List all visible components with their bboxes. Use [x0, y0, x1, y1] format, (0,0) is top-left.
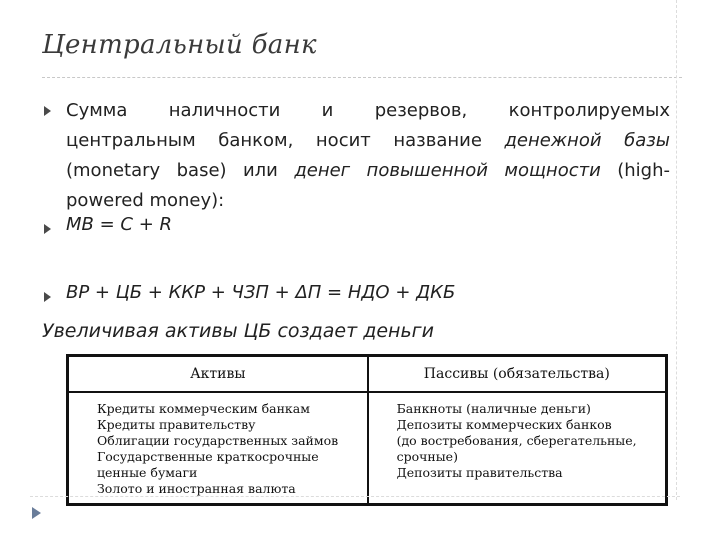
bullet-arrow-icon [44, 292, 51, 302]
para-line-4: powered money): [66, 190, 225, 211]
formula-monetary-base: МВ = С + R [66, 214, 173, 235]
para-text: (monetary base) или [66, 160, 295, 181]
liability-item: Депозиты правительства [396, 465, 563, 480]
term-high-powered-money: денег повышенной мощности [294, 160, 601, 181]
title-divider [42, 77, 682, 78]
para-line-3 [66, 156, 670, 186]
asset-item: Государственные краткосрочные [97, 449, 319, 464]
liability-item: Депозиты коммерческих банков [396, 417, 612, 432]
asset-item: Облигации государственных займов [97, 433, 339, 448]
footer-divider [30, 496, 680, 497]
para-line-2 [66, 126, 670, 156]
asset-item: ценные бумаги [97, 465, 198, 480]
conclusion-text: Увеличивая активы ЦБ создает деньги [42, 320, 434, 342]
liability-item: Банкноты (наличные деньги) [396, 401, 591, 416]
asset-item: Кредиты правительству [97, 417, 256, 432]
central-bank-balance-table [66, 354, 668, 506]
header-assets: Активы [68, 356, 368, 393]
header-liabilities: Пассивы (обязательства) [368, 356, 667, 393]
para-line-1: Сумма наличности и резервов, контролируемых [66, 100, 670, 121]
liability-item: срочные) [396, 449, 458, 464]
liabilities-cell [368, 392, 667, 505]
asset-item: Кредиты коммерческим банкам [97, 401, 310, 416]
bullet-arrow-icon [44, 224, 51, 234]
definition-paragraph [66, 96, 670, 216]
corner-arrow-icon [32, 507, 41, 519]
bullet-arrow-icon [44, 106, 51, 116]
slide-guide-line [676, 0, 677, 500]
slide-title: Центральный банк [42, 30, 317, 60]
para-text: центральным банком, носит название [66, 130, 505, 151]
asset-item: Золото и иностранная валюта [97, 481, 296, 496]
para-text: (high- [600, 160, 670, 181]
formula-balance: ВР + ЦБ + ККР + ЧЗП + ΔП = НДО + ДКБ [66, 282, 456, 303]
liability-item: (до востребования, сберегательные, [396, 433, 637, 448]
assets-cell [68, 392, 368, 505]
term-monetary-base: денежной базы [504, 130, 671, 151]
